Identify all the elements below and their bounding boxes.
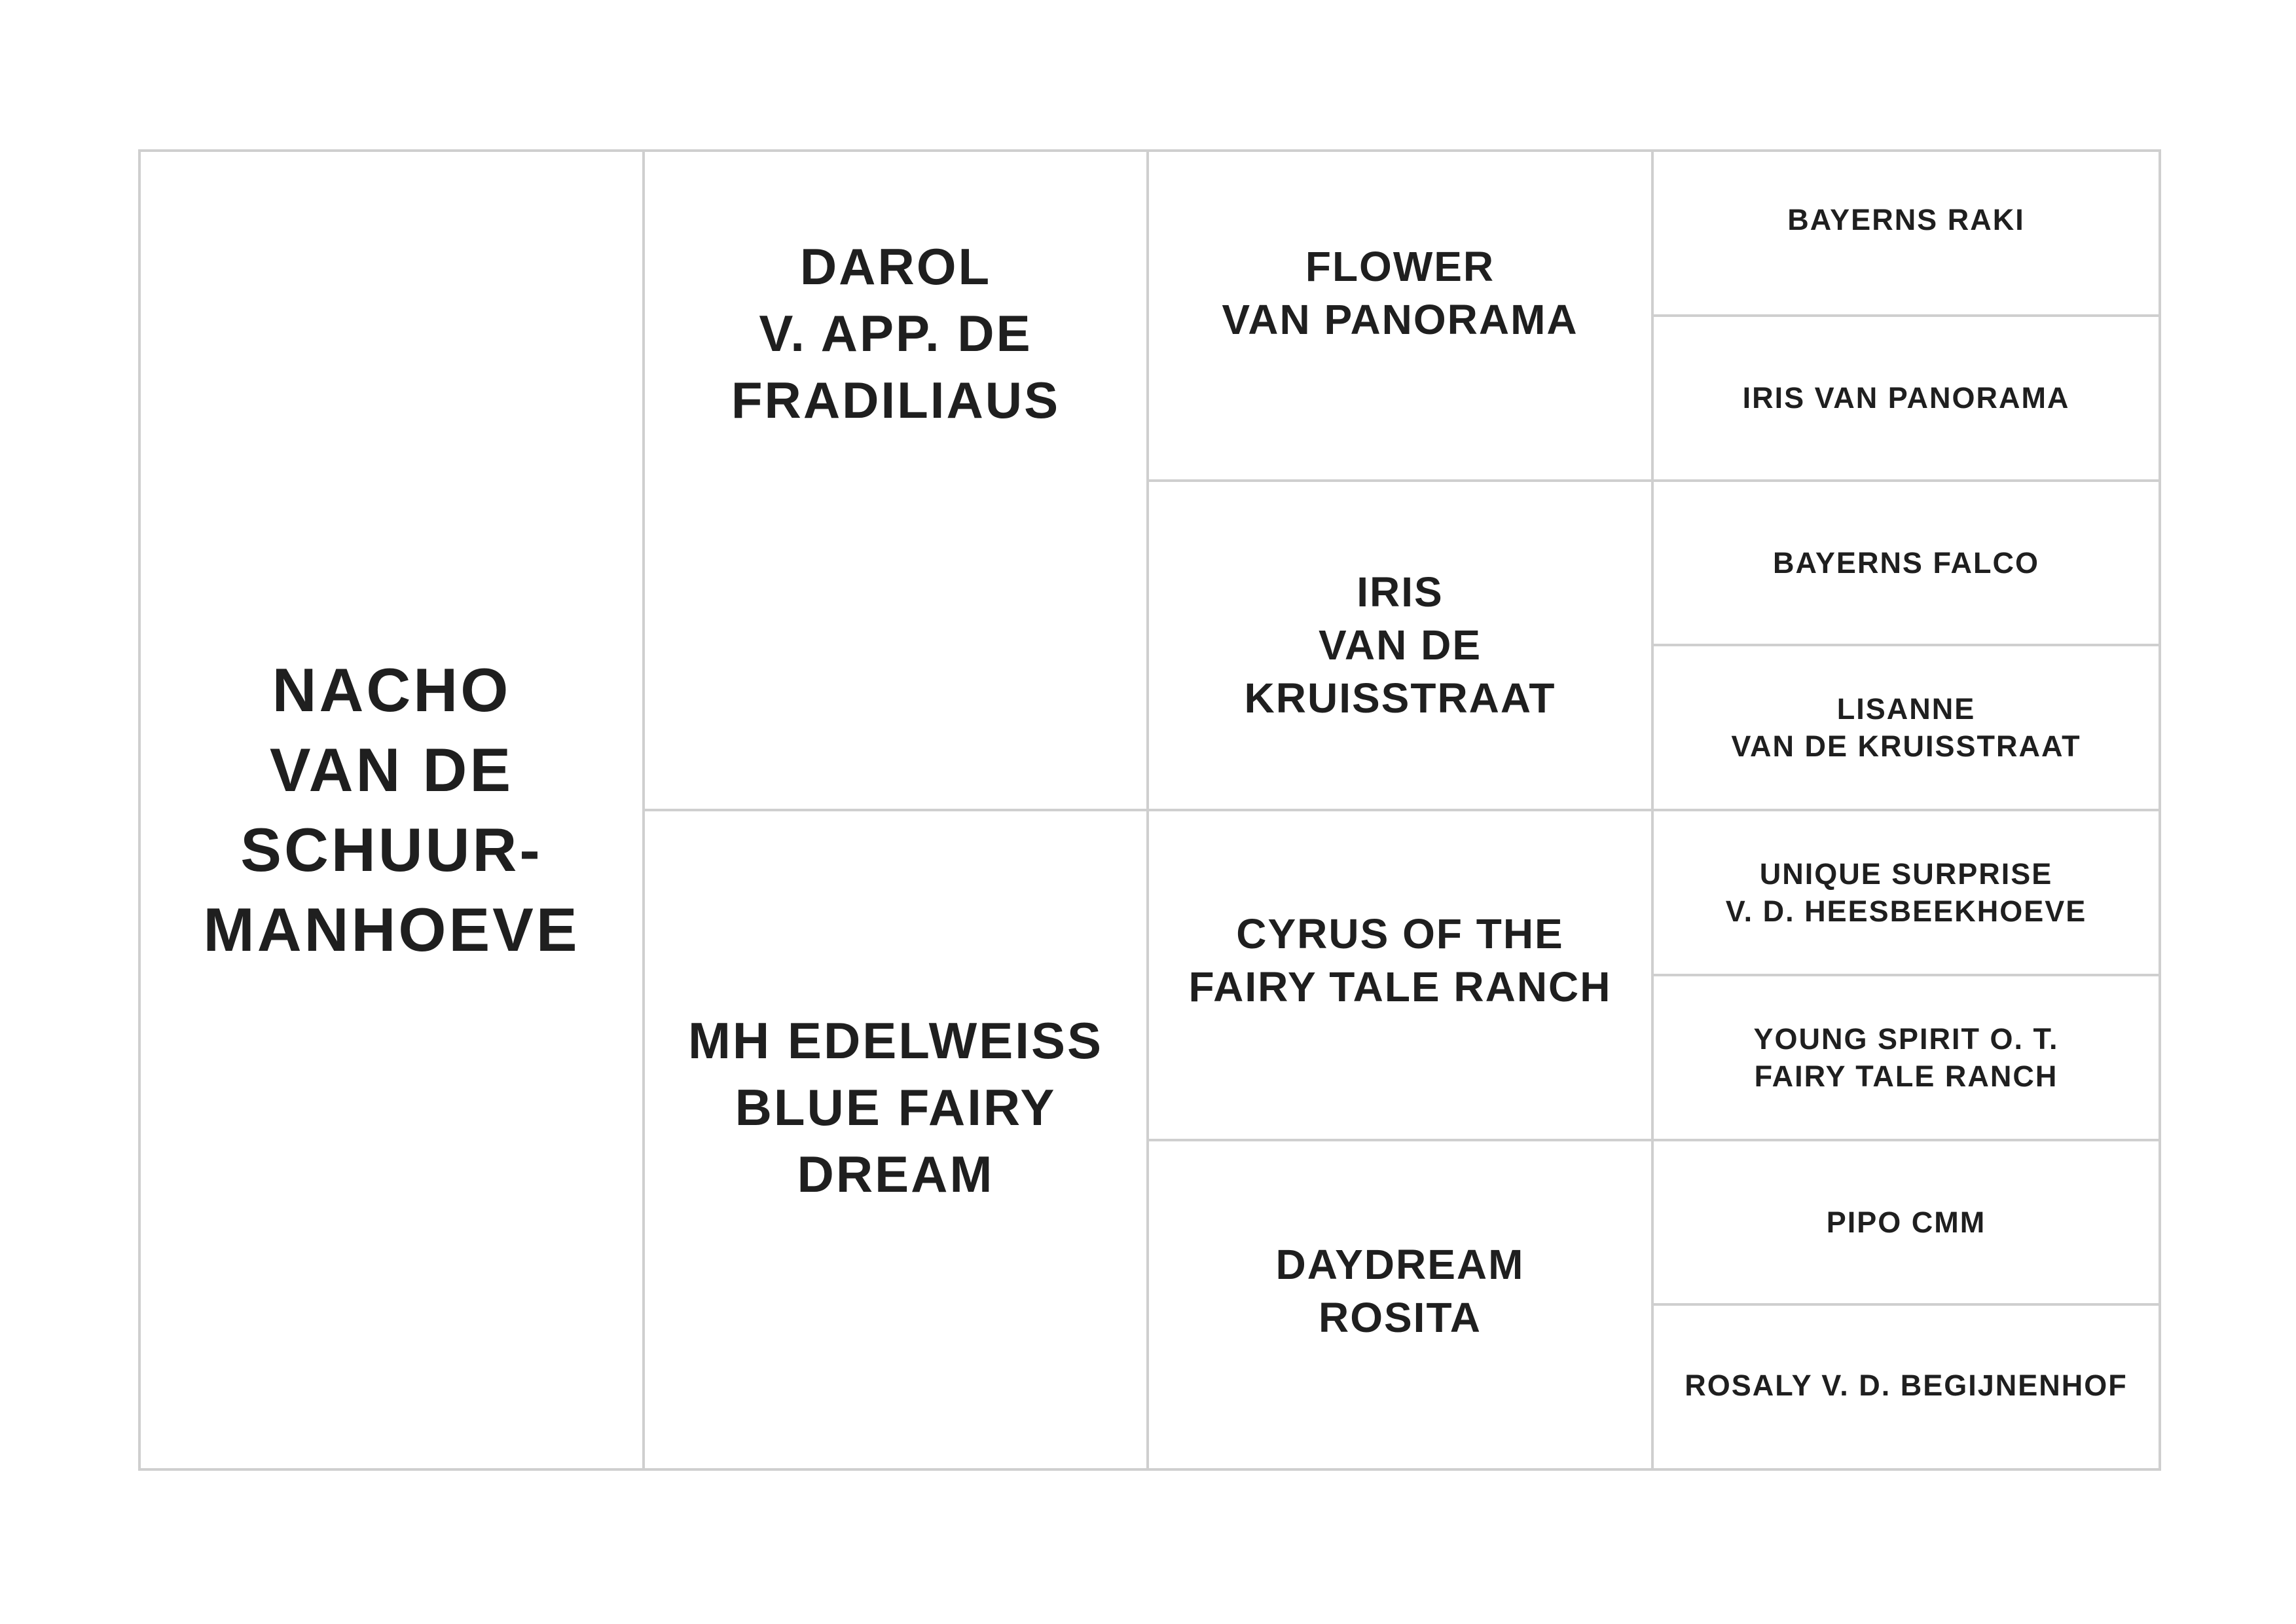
sire-dam-name-line: VAN DE bbox=[1318, 621, 1482, 669]
dam-name-line: BLUE FAIRY bbox=[735, 1078, 1057, 1136]
dam-sire-dam-name-line: FAIRY TALE RANCH bbox=[1754, 1059, 2058, 1093]
dam-name-line: DREAM bbox=[797, 1145, 994, 1203]
dam-sire-sire-name bbox=[1726, 855, 2087, 930]
sire-dam-name-line: KRUISSTRAAT bbox=[1244, 674, 1556, 722]
subject-name-line: SCHUUR- bbox=[240, 815, 543, 884]
sire-sire-name bbox=[1222, 240, 1578, 346]
dam-sire-sire-name-line: UNIQUE SURPRISE bbox=[1759, 857, 2053, 891]
subject-name-line: MANHOEVE bbox=[203, 895, 580, 964]
dam-dam-name-line: DAYDREAM bbox=[1275, 1241, 1525, 1289]
subject-name-line: VAN DE bbox=[269, 735, 514, 804]
sire-dam-name bbox=[1245, 566, 1556, 725]
dam-dam-dam-name-line: ROSALY V. D. BEGIJNENHOF bbox=[1685, 1368, 2128, 1402]
sire-sire-dam-name bbox=[1743, 379, 2070, 416]
sire-dam-dam-name bbox=[1731, 690, 2081, 765]
sire-name-line: V. APP. DE bbox=[759, 304, 1032, 362]
sire-sire-sire-name-line: BAYERNS RAKI bbox=[1787, 203, 2025, 237]
sire-dam-name-line: IRIS bbox=[1357, 568, 1444, 616]
dam-sire-dam-name-line: YOUNG SPIRIT O. T. bbox=[1753, 1022, 2059, 1056]
sire-name-line: DAROL bbox=[799, 237, 992, 295]
generation-3-column bbox=[1146, 152, 1651, 1468]
dam-sire-sire-name-line: V. D. HEESBEEKHOEVE bbox=[1725, 894, 2087, 928]
dam-name bbox=[688, 1007, 1103, 1208]
sire-dam-dam-name-line: VAN DE KRUISSTRAAT bbox=[1731, 729, 2081, 764]
dam-sire-dam-cell bbox=[1654, 974, 2159, 1139]
sire-dam-dam-name-line: LISANNE bbox=[1836, 692, 1976, 726]
pedigree-table bbox=[138, 149, 2161, 1471]
dam-sire-name bbox=[1189, 908, 1612, 1014]
dam-dam-sire-cell bbox=[1654, 1139, 2159, 1304]
dam-cell bbox=[645, 809, 1146, 1468]
sire-dam-sire-name bbox=[1773, 544, 2039, 581]
sire-sire-name-line: VAN PANORAMA bbox=[1222, 295, 1578, 343]
dam-name-line: MH EDELWEISS bbox=[687, 1011, 1104, 1069]
subject-name bbox=[203, 650, 579, 970]
dam-dam-sire-name-line: PIPO CMM bbox=[1826, 1205, 1986, 1239]
subject-name-line: NACHO bbox=[272, 655, 511, 724]
sire-sire-dam-name-line: IRIS VAN PANORAMA bbox=[1742, 381, 2070, 415]
sire-dam-dam-cell bbox=[1654, 644, 2159, 809]
sire-name-line: FRADILIAUS bbox=[731, 371, 1061, 429]
dam-sire-cell bbox=[1149, 809, 1651, 1139]
dam-dam-sire-name bbox=[1827, 1204, 1986, 1241]
sire-sire-dam-cell bbox=[1654, 314, 2159, 479]
dam-dam-dam-cell bbox=[1654, 1303, 2159, 1468]
sire-dam-sire-name-line: BAYERNS FALCO bbox=[1773, 545, 2039, 580]
generation-2-column bbox=[642, 152, 1146, 1468]
sire-dam-cell bbox=[1149, 479, 1651, 809]
dam-dam-dam-name bbox=[1685, 1367, 2128, 1404]
generation-1-column bbox=[141, 152, 642, 1468]
subject-cell bbox=[141, 152, 642, 1468]
dam-sire-name-line: FAIRY TALE RANCH bbox=[1188, 963, 1612, 1010]
sire-cell bbox=[645, 152, 1146, 809]
generation-4-column bbox=[1651, 152, 2159, 1468]
sire-sire-cell bbox=[1149, 152, 1651, 479]
dam-sire-name-line: CYRUS OF THE bbox=[1236, 910, 1564, 957]
dam-sire-sire-cell bbox=[1654, 809, 2159, 974]
sire-sire-sire-cell bbox=[1654, 152, 2159, 314]
sire-sire-name-line: FLOWER bbox=[1305, 242, 1495, 290]
sire-name bbox=[731, 233, 1060, 434]
dam-sire-dam-name bbox=[1753, 1020, 2058, 1095]
dam-dam-cell bbox=[1149, 1139, 1651, 1469]
sire-dam-sire-cell bbox=[1654, 479, 2159, 644]
dam-dam-name-line: ROSITA bbox=[1318, 1294, 1482, 1342]
dam-dam-name bbox=[1276, 1238, 1525, 1344]
sire-sire-sire-name bbox=[1787, 201, 2024, 238]
